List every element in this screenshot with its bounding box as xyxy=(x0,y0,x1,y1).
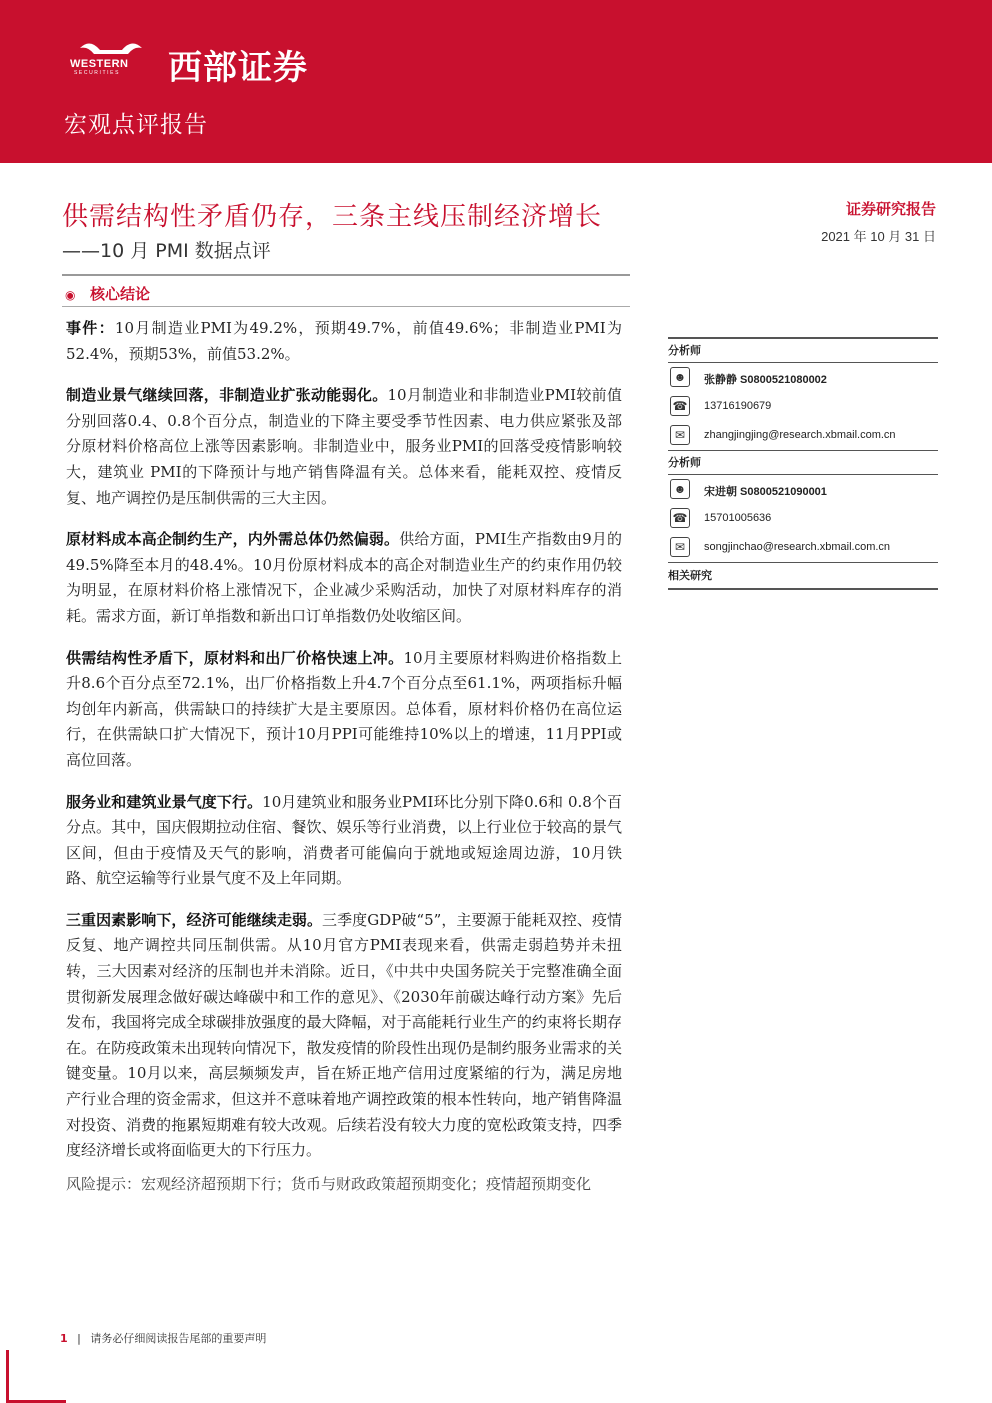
section-header xyxy=(62,283,630,307)
section-title: 核心结论 xyxy=(90,285,151,303)
analyst-label: 分析师 xyxy=(668,450,938,475)
paragraph xyxy=(66,790,622,892)
analyst-email-row xyxy=(668,533,938,562)
person-icon: ☻ xyxy=(670,367,690,387)
title-divider xyxy=(62,274,630,276)
person-icon: ☻ xyxy=(670,479,690,499)
phone-icon: ☎ xyxy=(670,508,690,528)
paragraph xyxy=(66,908,622,1164)
analyst-email[interactable]: songjinchao@research.xbmail.com.cn xyxy=(704,541,891,553)
analyst-name: 宋进朝 S0800521090001 xyxy=(704,486,827,498)
analyst-phone: 15701005636 xyxy=(704,512,772,524)
paragraph-text: 三季度GDP破“5”，主要源于能耗双控、疫情反复、地产调控共同压制供需。从10月官方PMI表现来看，供需走弱趋势并未扭转，三大因素对经济的压制也并未消除。近日，《中共中央国务院关于完整准确全面贯彻新发展理念做好碳达峰碳中和工作的意见》、《2030年前碳达峰行动方案》先后发布，我国将完成全球碳排放强度的最大降幅，对于高能耗行业生产的约束将长期存在。在防疫政策未出现转向情况下，散发疫情的阶段性出现仍是制约服务业需求的关键变量。10月以来，高层频频发声，旨在矫正地产信用过度紧缩的行为，满足房地产行业合理的资金需求，但这并不意味着地产调控政策的根本性转向，地产销售降温对投资、消费的拖累短期难有较大改观。后续若没有较大力度的宽松政策支持，四季度经济增长或将面临更大的下行压力。 xyxy=(66,910,622,1160)
footer-notice: 请务必仔细阅读报告尾部的重要声明 xyxy=(90,1332,267,1345)
paragraph-text: 供给方面，PMI生产指数由9月的49.5%降至本月的48.4%。10月份原材料成本的高企对制造业生产的约束作用仍较为明显，在原材料价格上涨情况下，企业减少采购活动，加快了对原材料库存的消耗。需求方面，新订单指数和新出口订单指数仍处收缩区间。 xyxy=(66,530,622,625)
analyst-name-row xyxy=(668,475,938,504)
paragraph-lead: 三重因素影响下，经济可能继续走弱。 xyxy=(66,910,323,929)
paragraph-lead: 服务业和建筑业景气度下行。 xyxy=(66,792,263,811)
paragraph-text: 10月制造业和非制造业PMI较前值分别回落0.4、0.8个百分点，制造业的下降主要受季节性因素、电力供应紧张及部分原材料价格高位上涨等因素影响。非制造业中，服务业PMI的回落受疫情影响较大，建筑业 PMI的下降预计与地产销售降温有关。总体来看，能耗双控、疫情反复、地产调控仍是压制供需的三大主因。 xyxy=(66,386,622,507)
series-label: 证券研究报告 xyxy=(845,200,936,218)
logo-text: WESTERN xyxy=(70,58,129,70)
page-footer xyxy=(60,1330,266,1346)
analyst-name-row xyxy=(668,363,938,392)
related-research-label: 相关研究 xyxy=(668,562,938,590)
analyst-email[interactable]: zhangjingjing@research.xbmail.com.cn xyxy=(704,429,896,441)
paragraph-lead: 事件： xyxy=(66,319,115,337)
analyst-phone-row xyxy=(668,392,938,421)
paragraph-text: 10月制造业PMI为49.2%，预期49.7%，前值49.6%；非制造业PMI为52.4%，预期53%，前值53.2%。 xyxy=(66,319,622,363)
report-type: 宏观点评报告 xyxy=(64,112,208,138)
paragraph-text: 10月建筑业和服务业PMI环比分别下降0.6和 0.8个百分点。其中，国庆假期拉动住宿、餐饮、娱乐等行业消费，以上行业位于较高的景气区间，但由于疫情及天气的影响，消费者可能偏向于就地或短途周边游，10月铁路、航空运输等行业景气度不及上年同期。 xyxy=(66,792,622,888)
main-content xyxy=(66,316,622,1197)
phone-icon: ☎ xyxy=(670,396,690,416)
analyst-email-row xyxy=(668,421,938,450)
report-title: 供需结构性矛盾仍存，三条主线压制经济增长 xyxy=(62,202,603,232)
paragraph xyxy=(66,646,622,774)
page-number: 1 xyxy=(60,1332,68,1345)
analyst-sidebar xyxy=(668,337,938,590)
report-date: 2021 年 10 月 31 日 xyxy=(821,229,936,244)
paragraph xyxy=(66,383,622,511)
mail-icon: ✉ xyxy=(670,425,690,445)
footer-separator: | xyxy=(77,1332,81,1345)
risk-notice: 风险提示：宏观经济超预期下行；货币与财政政策超预期变化；疫情超预期变化 xyxy=(66,1174,592,1193)
analyst-name: 张静静 S0800521080002 xyxy=(704,374,827,386)
paragraph xyxy=(66,316,622,367)
report-subtitle: ——10 月 PMI 数据点评 xyxy=(62,240,271,262)
paragraph xyxy=(66,527,622,629)
header-band xyxy=(0,0,992,163)
analyst-phone: 13716190679 xyxy=(704,400,772,412)
paragraph-lead: 制造业景气继续回落，非制造业扩张动能弱化。 xyxy=(66,386,388,405)
paragraph-text: 10月主要原材料购进价格指数上升8.6个百分点至72.1%，出厂价格指数上升4.7个百分点至61.1%，两项指标升幅均创年内新高，供需缺口的持续扩大是主要原因。总体看，原材料价格仍在高位运行，在供需缺口扩大情况下，预计10月PPI可能维持10%以上的增速，11月PPI或高位回落。 xyxy=(66,648,622,769)
analyst-phone-row xyxy=(668,504,938,533)
bullet-icon: ◉ xyxy=(65,288,76,302)
logo-subtext: SECURITIES xyxy=(74,70,121,76)
paragraph-lead: 原材料成本高企制约生产，内外需总体仍然偏弱。 xyxy=(66,530,400,549)
paragraph-lead: 供需结构性矛盾下，原材料和出厂价格快速上冲。 xyxy=(66,648,404,667)
analyst-label: 分析师 xyxy=(668,337,938,363)
mail-icon: ✉ xyxy=(670,537,690,557)
corner-mark xyxy=(6,1350,9,1403)
brand-name: 西部证券 xyxy=(168,48,308,88)
